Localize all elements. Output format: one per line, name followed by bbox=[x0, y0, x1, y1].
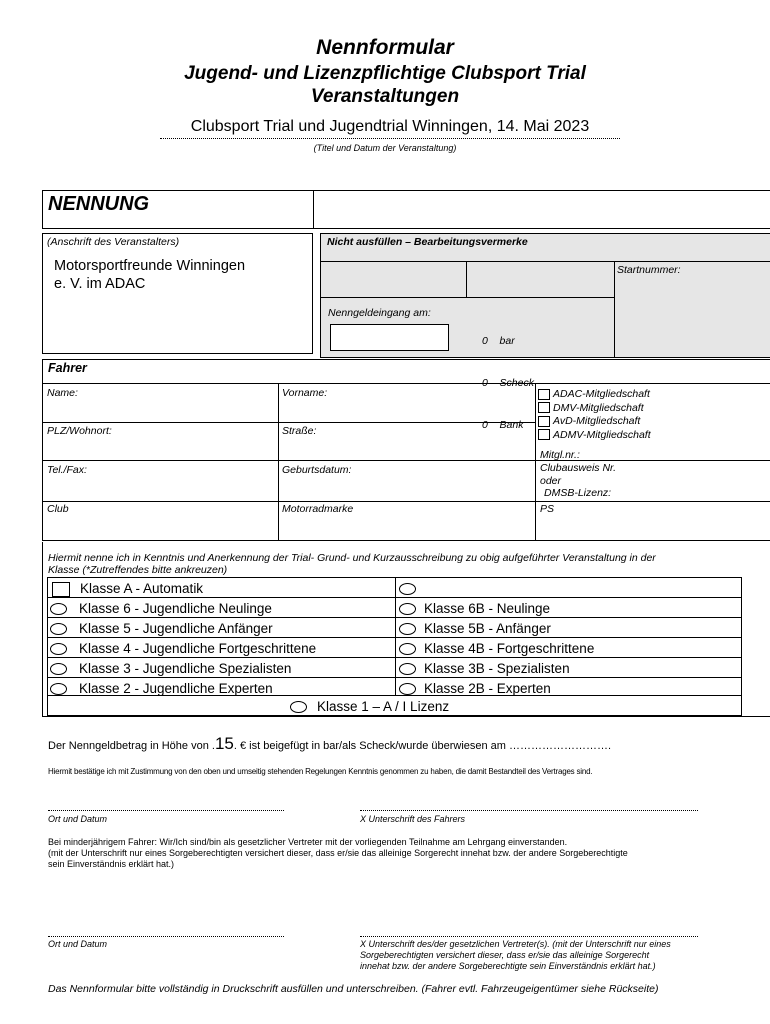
event-caption: (Titel und Datum der Veranstaltung) bbox=[313, 143, 457, 153]
radio-icon[interactable] bbox=[399, 683, 416, 695]
motorradmarke-label: Motorradmarke bbox=[282, 503, 354, 515]
checkbox-icon[interactable] bbox=[52, 582, 70, 597]
class-3[interactable]: Klasse 3 - Jugendliche Spezialisten bbox=[50, 660, 291, 677]
radio-icon[interactable] bbox=[290, 701, 307, 713]
clubausweis-line-1: Clubausweis Nr. bbox=[540, 462, 617, 474]
parent-signature-line[interactable] bbox=[360, 928, 698, 937]
radio-icon[interactable] bbox=[50, 623, 67, 635]
parent-sig-line-1: X Unterschrift des/der gesetzlichen Vertreter(s). (mit der Unterschrift nur eines bbox=[360, 939, 671, 949]
driver-heading: Fahrer bbox=[48, 361, 87, 375]
membership-dmv[interactable]: DMV-Mitgliedschaft bbox=[538, 402, 651, 416]
radio-icon[interactable] bbox=[399, 603, 416, 615]
strasse-label: Straße: bbox=[282, 425, 317, 437]
checkbox-icon[interactable] bbox=[538, 402, 550, 413]
radio-icon[interactable] bbox=[399, 583, 416, 595]
class-1[interactable]: Klasse 1 – A / I Lizenz bbox=[290, 698, 449, 715]
fee-received-date-field[interactable] bbox=[330, 324, 449, 351]
membership-adac[interactable]: ADAC-Mitgliedschaft bbox=[538, 388, 651, 402]
class-3b[interactable]: Klasse 3B - Spezialisten bbox=[399, 660, 570, 677]
membership-admv[interactable]: ADMV-Mitgliedschaft bbox=[538, 429, 651, 443]
class-6[interactable]: Klasse 6 - Jugendliche Neulinge bbox=[50, 600, 272, 617]
radio-icon[interactable] bbox=[399, 623, 416, 635]
organizer-line-2: e. V. im ADAC bbox=[54, 276, 146, 292]
class-intro-line-1: Hiermit nenne ich in Kenntnis und Anerkennung der Trial- Grund- und Kurzausschreibung zu obig aufgeführter Veranstaltung in der bbox=[48, 552, 656, 564]
nennung-box bbox=[42, 190, 770, 229]
name-label: Name: bbox=[47, 387, 78, 399]
radio-icon[interactable] bbox=[50, 683, 67, 695]
payment-bar[interactable]: 0 bar bbox=[482, 335, 515, 347]
radio-icon[interactable] bbox=[50, 603, 67, 615]
membership-list bbox=[538, 388, 651, 442]
club-label: Club bbox=[47, 503, 69, 515]
class-intro-line-2: Klasse (*Zutreffendes bitte ankreuzen) bbox=[48, 564, 228, 576]
organizer-line-1: Motorsportfreunde Winningen bbox=[54, 258, 246, 274]
radio-icon[interactable] bbox=[50, 643, 67, 655]
ort-datum-line[interactable] bbox=[48, 802, 284, 811]
class-4b[interactable]: Klasse 4B - Fortgeschrittene bbox=[399, 640, 594, 657]
minor-line-1: Bei minderjährigem Fahrer: Wir/Ich sind/bin als gesetzlicher Vertreter mit der vorliegenden Teilnahme am Lehrgang einverstanden. bbox=[48, 837, 568, 847]
parent-sig-line-2: Sorgeberechtigten versichert dieser, dass er/sie das alleinige Sorgerecht bbox=[360, 950, 650, 960]
driver-signature-line[interactable] bbox=[360, 802, 698, 811]
ort-datum-label-2: Ort und Datum bbox=[48, 939, 108, 949]
ort-datum-line-2[interactable] bbox=[48, 928, 284, 937]
checkbox-icon[interactable] bbox=[538, 429, 550, 440]
startnummer-label: Startnummer: bbox=[617, 264, 681, 276]
class-4[interactable]: Klasse 4 - Jugendliche Fortgeschrittene bbox=[50, 640, 316, 657]
nennung-heading: NENNUNG bbox=[48, 193, 150, 215]
parent-signature-label bbox=[360, 939, 671, 972]
organizer-label: (Anschrift des Veranstalters) bbox=[47, 236, 180, 248]
class-6b[interactable]: Klasse 6B - Neulinge bbox=[399, 600, 550, 617]
class-2[interactable]: Klasse 2 - Jugendliche Experten bbox=[50, 680, 273, 697]
geburtsdatum-label: Geburtsdatum: bbox=[282, 464, 352, 476]
ort-datum-label: Ort und Datum bbox=[48, 814, 108, 824]
membership-avd[interactable]: AvD-Mitgliedschaft bbox=[538, 415, 651, 429]
class-a[interactable]: Klasse A - Automatik bbox=[52, 580, 203, 597]
clubausweis-line-2: oder bbox=[540, 474, 562, 487]
class-5b[interactable]: Klasse 5B - Anfänger bbox=[399, 620, 551, 637]
clubausweis-label bbox=[540, 462, 616, 500]
tel-label: Tel./Fax: bbox=[47, 464, 87, 476]
minor-line-3: sein Einverständnis erklärt hat.) bbox=[48, 859, 175, 869]
fee-received-label: Nenngeldeingang am: bbox=[328, 307, 431, 319]
class-blank[interactable] bbox=[399, 580, 424, 597]
fee-pre: Der Nenngeldbetrag in Höhe von . bbox=[48, 740, 215, 752]
office-heading: Nicht ausfüllen – Bearbeitungsvermerke bbox=[327, 236, 528, 248]
form-title: Nennformular bbox=[316, 36, 454, 59]
consent-text: Hiermit bestätige ich mit Zustimmung von den oben und umseitig stehenden Regelungen Kenntnis genommen zu haben, die damit Bestandteil des Vertrages sind. bbox=[48, 767, 593, 776]
class-2b[interactable]: Klasse 2B - Experten bbox=[399, 680, 551, 697]
clubausweis-line-3: DMSB-Lizenz: bbox=[544, 487, 612, 499]
payment-bank[interactable]: 0 Bank bbox=[482, 419, 524, 431]
radio-icon[interactable] bbox=[50, 663, 67, 675]
fee-statement bbox=[48, 734, 611, 754]
mitgl-nr-label: Mitgl.nr.: bbox=[540, 449, 580, 461]
radio-icon[interactable] bbox=[399, 643, 416, 655]
class-5[interactable]: Klasse 5 - Jugendliche Anfänger bbox=[50, 620, 273, 637]
parent-sig-line-3: innehat bzw. der andere Sorgeberechtigte sein Einverständnis erklärt hat.) bbox=[360, 961, 656, 971]
fee-amount[interactable]: 15 bbox=[214, 734, 234, 753]
driver-box bbox=[42, 359, 770, 541]
plz-label: PLZ/Wohnort: bbox=[47, 425, 112, 437]
footer-note: Das Nennformular bitte vollständig in Druckschrift ausfüllen und unterschreiben. (Fahrer evtl. Fahrzeugeigentümer siehe Rückseite) bbox=[48, 983, 659, 995]
checkbox-icon[interactable] bbox=[538, 416, 550, 427]
vorname-label: Vorname: bbox=[282, 387, 328, 399]
minor-statement bbox=[48, 837, 628, 870]
event-title: Clubsport Trial und Jugendtrial Winningen, 14. Mai 2023 bbox=[160, 116, 620, 139]
fee-post: . € ist beigefügt in bar/als Scheck/wurde überwiesen am ………………………. bbox=[233, 740, 612, 752]
organizer-box bbox=[42, 233, 313, 354]
form-subtitle-2: Veranstaltungen bbox=[310, 86, 460, 107]
radio-icon[interactable] bbox=[399, 663, 416, 675]
ps-label: PS bbox=[540, 503, 555, 515]
driver-signature-label: X Unterschrift des Fahrers bbox=[360, 814, 466, 824]
payment-scheck[interactable]: 0 Scheck bbox=[482, 377, 534, 389]
checkbox-icon[interactable] bbox=[538, 389, 550, 400]
form-subtitle-1: Jugend- und Lizenzpflichtige Clubsport Trial bbox=[184, 63, 586, 84]
minor-line-2: (mit der Unterschrift nur eines Sorgeberechtigten versichert dieser, dass er/sie das alleinige Sorgerecht innehat bzw. der andere Sorgeberechtigte bbox=[48, 848, 628, 858]
